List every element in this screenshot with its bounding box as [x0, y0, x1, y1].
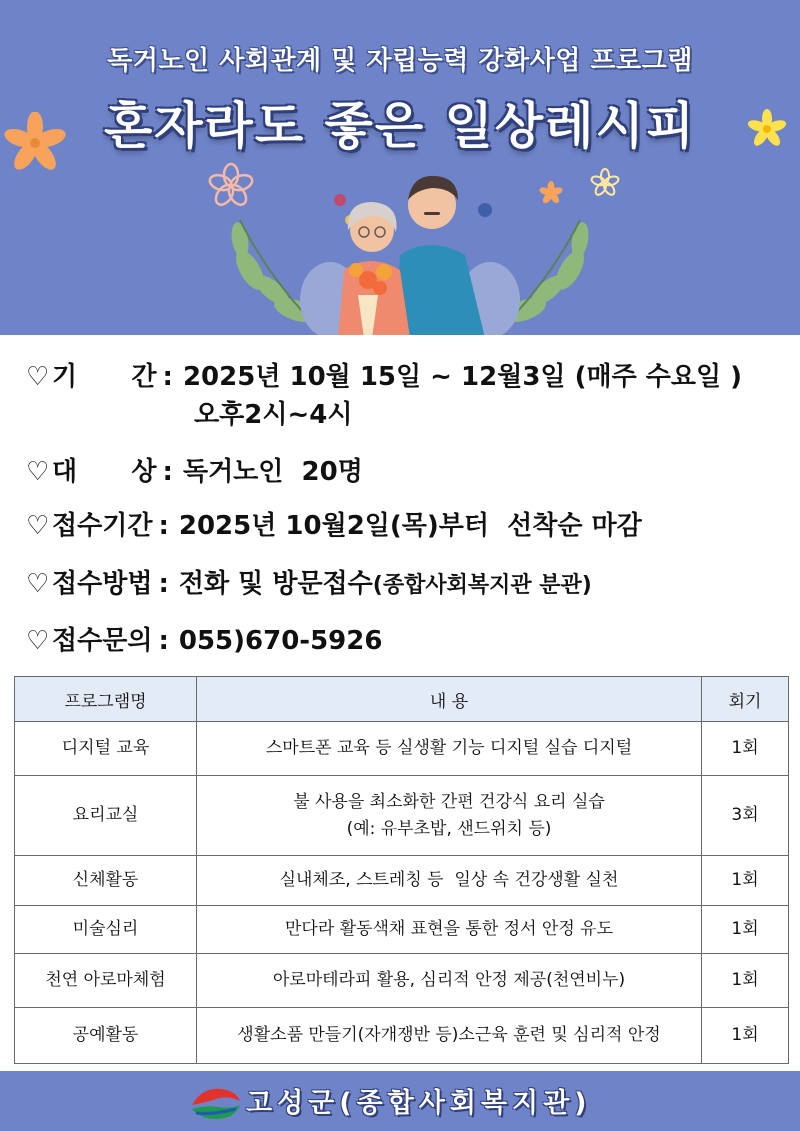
program-count: 1회	[702, 722, 789, 776]
heart-outline-icon: ♡	[26, 626, 50, 656]
program-name: 천연 아로마체험	[15, 954, 197, 1008]
program-count: 1회	[702, 954, 789, 1008]
col-header-content: 내 용	[197, 677, 702, 722]
program-content-line1: 불 사용을 최소화한 간편 건강식 요리 실습	[293, 792, 605, 813]
target-value: 독거노인 20명	[182, 457, 363, 487]
heart-outline-icon: ♡	[26, 457, 50, 487]
period-value: 2025년 10월 15일 ~ 12월3일 (매주 수요일 )	[182, 362, 743, 392]
table-row	[15, 954, 789, 1008]
program-count: 1회	[702, 1008, 789, 1064]
program-count: 3회	[702, 776, 789, 856]
program-content: 실내체조, 스트레칭 등 일상 속 건강생활 실천	[197, 856, 702, 906]
table-row	[15, 776, 789, 856]
info-inquiry: ♡ 접수문의 : 055)670-5926	[26, 620, 382, 657]
period-label: 기 간	[52, 362, 157, 392]
program-name: 신체활동	[15, 856, 197, 906]
program-name: 요리교실	[15, 776, 197, 856]
reg-method-label: 접수방법	[52, 569, 153, 599]
program-content: 아로마테라피 활용, 심리적 안정 제공(천연비누)	[197, 954, 702, 1008]
info-target: ♡ 대 상 : 독거노인 20명	[26, 451, 363, 488]
info-period-time	[194, 394, 352, 431]
table-header-row	[15, 677, 789, 722]
program-content	[197, 776, 702, 856]
info-period: ♡ 기 간 : 2025년 10월 15일 ~ 12월3일 (매주 수요일 )	[26, 356, 742, 393]
program-count: 1회	[702, 906, 789, 954]
program-name: 공예활동	[15, 1008, 197, 1064]
table-row	[15, 856, 789, 906]
info-reg-method: ♡ 접수방법 : 전화 및 방문접수(종합사회복지관 분관)	[26, 563, 592, 600]
heart-outline-icon: ♡	[26, 569, 50, 599]
table-row	[15, 1008, 789, 1064]
program-table	[14, 676, 789, 1064]
program-content-line2: (예: 유부초밥, 샌드위치 등)	[346, 818, 552, 839]
elderly-couple-illustration	[210, 160, 610, 335]
info-reg-period: ♡ 접수기간 : 2025년 10월2일(목)부터 선착순 마감	[26, 505, 642, 542]
reg-period-value: 2025년 10월2일(목)부터 선착순 마감	[178, 511, 642, 541]
program-count: 1회	[702, 856, 789, 906]
top-banner	[0, 0, 800, 335]
program-title: 혼자라도 좋은 일상레시피	[103, 97, 697, 155]
footer-banner	[0, 1071, 800, 1131]
program-content: 생활소품 만들기(자개쟁반 등)소근육 훈련 및 심리적 안정	[197, 1008, 702, 1064]
table-row	[15, 722, 789, 776]
inquiry-phone[interactable]: 055)670-5926	[178, 626, 383, 656]
program-content: 스마트폰 교육 등 실생활 기능 디지털 실습 디지털	[197, 722, 702, 776]
table-row	[15, 906, 789, 954]
program-name: 디지털 교육	[15, 722, 197, 776]
organization-name: 고성군(종합사회복지관)	[246, 1088, 592, 1119]
target-label: 대 상	[52, 457, 157, 487]
reg-method-note: (종합사회복지관 분관)	[372, 573, 592, 598]
program-subtitle: 독거노인 사회관계 및 자립능력 강화사업 프로그램	[107, 46, 693, 76]
reg-period-label: 접수기간	[52, 511, 153, 541]
heart-outline-icon: ♡	[26, 362, 50, 392]
reg-method-value: 전화 및 방문접수	[178, 569, 373, 599]
period-time-value: 오후2시~4시	[194, 400, 353, 430]
inquiry-label: 접수문의	[52, 626, 153, 656]
program-content: 만다라 활동색채 표현을 통한 정서 안정 유도	[197, 906, 702, 954]
heart-outline-icon: ♡	[26, 511, 50, 541]
col-header-name: 프로그램명	[15, 677, 197, 722]
goseong-logo-icon	[188, 1079, 244, 1123]
col-header-count: 회기	[702, 677, 789, 722]
program-name: 미술심리	[15, 906, 197, 954]
